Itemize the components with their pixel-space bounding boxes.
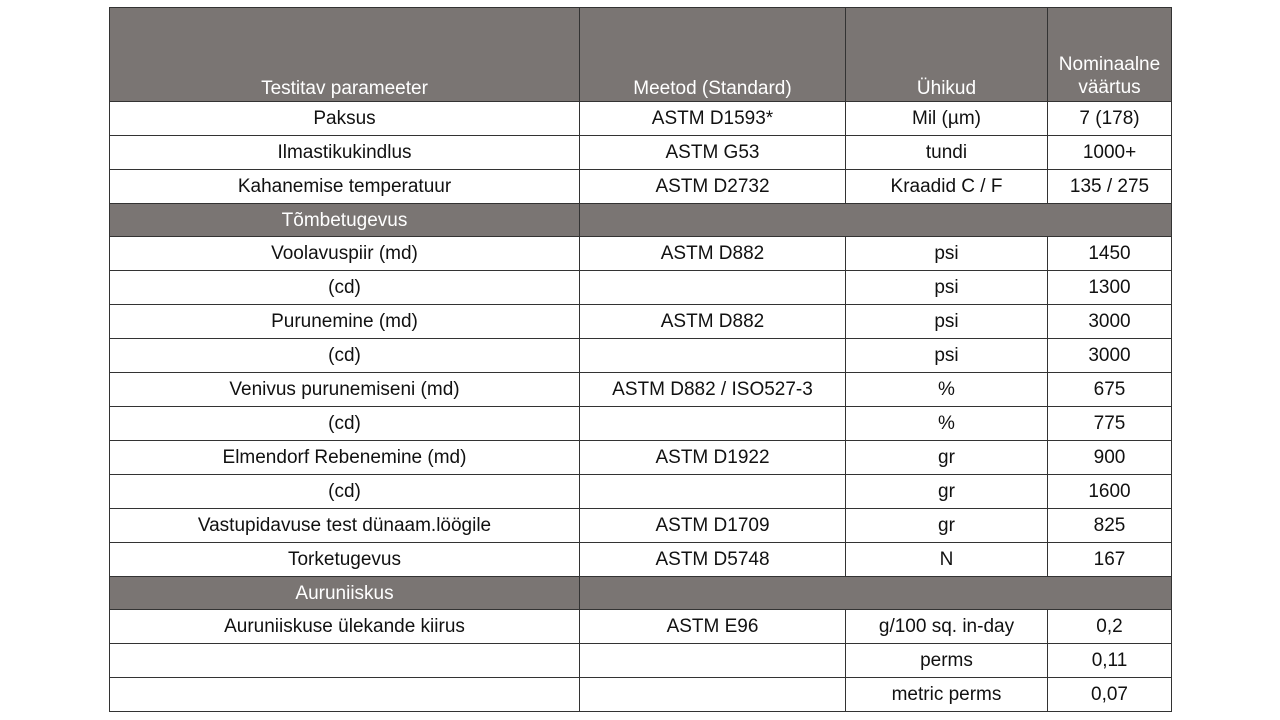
cell-units: perms xyxy=(846,644,1048,678)
section-filler xyxy=(580,204,1172,237)
cell-value: 0,07 xyxy=(1048,678,1172,712)
cell-value: 825 xyxy=(1048,509,1172,543)
cell-method xyxy=(580,678,846,712)
cell-method xyxy=(580,339,846,373)
table-row xyxy=(110,136,1172,170)
cell-parameter: Torketugevus xyxy=(110,543,580,577)
cell-value: 1300 xyxy=(1048,271,1172,305)
cell-method: ASTM D882 xyxy=(580,237,846,271)
cell-units: g/100 sq. in-day xyxy=(846,610,1048,644)
cell-parameter: Voolavuspiir (md) xyxy=(110,237,580,271)
cell-method: ASTM G53 xyxy=(580,136,846,170)
cell-value: 900 xyxy=(1048,441,1172,475)
table-row xyxy=(110,305,1172,339)
cell-units: psi xyxy=(846,271,1048,305)
cell-units: gr xyxy=(846,441,1048,475)
header-method: Meetod (Standard) xyxy=(580,8,846,102)
table-row xyxy=(110,170,1172,204)
table-row xyxy=(110,237,1172,271)
table-row xyxy=(110,644,1172,678)
section-header-row xyxy=(110,204,1172,237)
cell-units: psi xyxy=(846,237,1048,271)
cell-units: gr xyxy=(846,475,1048,509)
cell-value: 3000 xyxy=(1048,339,1172,373)
section-header-row xyxy=(110,577,1172,610)
cell-method: ASTM D882 xyxy=(580,305,846,339)
table-header-row xyxy=(110,8,1172,102)
cell-units: Kraadid C / F xyxy=(846,170,1048,204)
cell-method xyxy=(580,407,846,441)
cell-value: 0,2 xyxy=(1048,610,1172,644)
cell-value: 7 (178) xyxy=(1048,102,1172,136)
cell-units: % xyxy=(846,407,1048,441)
cell-units: metric perms xyxy=(846,678,1048,712)
cell-parameter: Kahanemise temperatuur xyxy=(110,170,580,204)
table-row xyxy=(110,407,1172,441)
table-row xyxy=(110,678,1172,712)
cell-parameter: Auruniiskuse ülekande kiirus xyxy=(110,610,580,644)
table-row xyxy=(110,339,1172,373)
table-row xyxy=(110,373,1172,407)
cell-units: Mil (µm) xyxy=(846,102,1048,136)
table-row xyxy=(110,543,1172,577)
cell-method: ASTM D2732 xyxy=(580,170,846,204)
cell-parameter: Purunemine (md) xyxy=(110,305,580,339)
cell-units: N xyxy=(846,543,1048,577)
cell-method: ASTM D882 / ISO527-3 xyxy=(580,373,846,407)
header-parameter: Testitav parameeter xyxy=(110,8,580,102)
cell-method: ASTM D1922 xyxy=(580,441,846,475)
table-row xyxy=(110,441,1172,475)
cell-method: ASTM D1709 xyxy=(580,509,846,543)
cell-parameter xyxy=(110,678,580,712)
cell-parameter: (cd) xyxy=(110,339,580,373)
header-nominal-value: Nominaalne väärtus xyxy=(1048,8,1172,102)
table-row xyxy=(110,610,1172,644)
cell-parameter: Elmendorf Rebenemine (md) xyxy=(110,441,580,475)
table-row xyxy=(110,271,1172,305)
cell-parameter: Venivus purunemiseni (md) xyxy=(110,373,580,407)
cell-value: 0,11 xyxy=(1048,644,1172,678)
section-title: Tõmbetugevus xyxy=(110,204,580,237)
header-units: Ühikud xyxy=(846,8,1048,102)
cell-value: 1000+ xyxy=(1048,136,1172,170)
cell-units: psi xyxy=(846,305,1048,339)
cell-parameter: Ilmastikukindlus xyxy=(110,136,580,170)
table-row xyxy=(110,102,1172,136)
cell-method xyxy=(580,644,846,678)
table-row xyxy=(110,509,1172,543)
spec-table-container xyxy=(109,7,1172,712)
cell-method: ASTM E96 xyxy=(580,610,846,644)
cell-method: ASTM D1593* xyxy=(580,102,846,136)
section-title: Auruniiskus xyxy=(110,577,580,610)
cell-value: 1600 xyxy=(1048,475,1172,509)
cell-parameter: Vastupidavuse test dünaam.löögile xyxy=(110,509,580,543)
cell-units: gr xyxy=(846,509,1048,543)
cell-value: 3000 xyxy=(1048,305,1172,339)
cell-parameter: Paksus xyxy=(110,102,580,136)
cell-method: ASTM D5748 xyxy=(580,543,846,577)
cell-method xyxy=(580,475,846,509)
section-filler xyxy=(580,577,1172,610)
cell-parameter: (cd) xyxy=(110,475,580,509)
cell-value: 1450 xyxy=(1048,237,1172,271)
cell-value: 775 xyxy=(1048,407,1172,441)
cell-method xyxy=(580,271,846,305)
cell-parameter: (cd) xyxy=(110,271,580,305)
cell-value: 675 xyxy=(1048,373,1172,407)
table-row xyxy=(110,475,1172,509)
cell-value: 135 / 275 xyxy=(1048,170,1172,204)
cell-units: % xyxy=(846,373,1048,407)
cell-parameter xyxy=(110,644,580,678)
cell-parameter: (cd) xyxy=(110,407,580,441)
cell-value: 167 xyxy=(1048,543,1172,577)
cell-units: psi xyxy=(846,339,1048,373)
table-body xyxy=(110,102,1172,712)
spec-table xyxy=(109,7,1172,712)
cell-units: tundi xyxy=(846,136,1048,170)
